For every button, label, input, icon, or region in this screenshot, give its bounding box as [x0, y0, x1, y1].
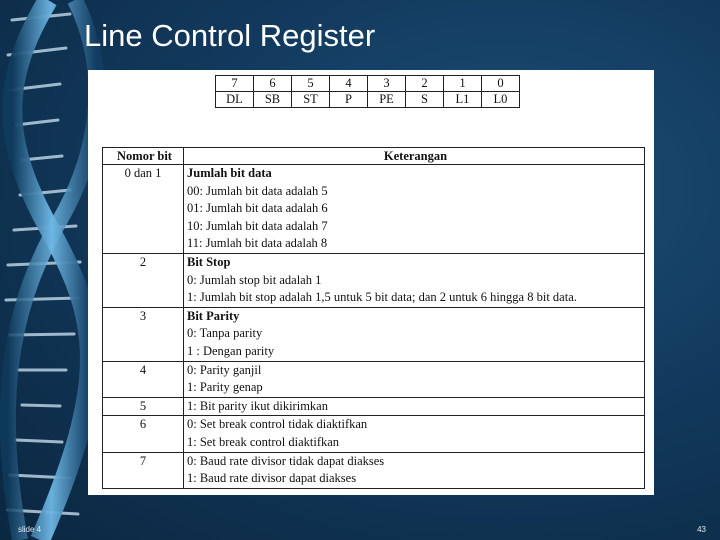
description-line: 11: Jumlah bit data adalah 8 [187, 236, 328, 251]
bit-number-cell: 2 [406, 76, 444, 92]
bit-number-cell: 5 [292, 76, 330, 92]
table-row [103, 253, 645, 307]
bit-name-cell: L1 [444, 92, 482, 108]
bit-number-cell: 6 [254, 76, 292, 92]
description-line: 0: Tanpa parity [187, 326, 263, 341]
bit-number-cell: 7 [216, 76, 254, 92]
bit-number: 2 [103, 253, 184, 307]
bit-number: 6 [103, 416, 184, 452]
description-cell [184, 452, 645, 488]
table-header-row [103, 148, 645, 165]
description-cell [184, 361, 645, 397]
bit-number-cell: 3 [368, 76, 406, 92]
description-cell [184, 307, 645, 361]
description-heading: Jumlah bit data [187, 166, 272, 180]
bit-name-cell: S [406, 92, 444, 108]
table-row [103, 416, 645, 452]
description-line: 0: Set break control tidak diaktifkan [187, 417, 368, 432]
register-bit-number-row [216, 76, 520, 92]
content-panel [88, 70, 654, 495]
table-row [103, 361, 645, 397]
description-heading: Bit Stop [187, 254, 231, 269]
bit-number: 5 [103, 397, 184, 416]
header-keterangan: Keterangan [184, 148, 645, 165]
bit-name-cell: P [330, 92, 368, 108]
header-nomor-bit: Nomor bit [103, 148, 184, 165]
bit-number: 7 [103, 452, 184, 488]
description-line: 1: Bit parity ikut dikirimkan [187, 398, 328, 413]
description-line: 0: Baud rate divisor tidak dapat diakses [187, 453, 385, 468]
description-cell [184, 253, 645, 307]
register-bit-name-row [216, 92, 520, 108]
description-line: 10: Jumlah bit data adalah 7 [187, 218, 328, 233]
description-cell [184, 165, 645, 254]
description-line: 0: Parity ganjil [187, 362, 262, 377]
description-cell [184, 416, 645, 452]
bit-name-cell: SB [254, 92, 292, 108]
table-row [103, 165, 645, 254]
table-row [103, 452, 645, 488]
table-row [103, 397, 645, 416]
description-line: 1 : Dengan parity [187, 343, 275, 358]
table-row [103, 307, 645, 361]
bit-number-cell: 0 [482, 76, 520, 92]
description-line: 0: Jumlah stop bit adalah 1 [187, 272, 322, 287]
bit-description-table [102, 147, 645, 489]
bit-name-cell: PE [368, 92, 406, 108]
description-line: 1: Jumlah bit stop adalah 1,5 untuk 5 bit data; dan 2 untuk 6 hingga 8 bit data. [187, 290, 577, 305]
page-number: 43 [697, 525, 706, 534]
bit-number-cell: 4 [330, 76, 368, 92]
bit-name-cell: ST [292, 92, 330, 108]
bit-number: 4 [103, 361, 184, 397]
description-heading: Bit Parity [187, 308, 240, 323]
bit-number: 0 dan 1 [103, 165, 184, 254]
description-cell [184, 397, 645, 416]
bit-number-cell: 1 [444, 76, 482, 92]
description-line: 1: Baud rate divisor dapat diakses [187, 471, 357, 486]
description-line: 1: Parity genap [187, 380, 263, 395]
register-bit-table [215, 75, 520, 108]
slide-footer-label: slide 4 [18, 525, 42, 534]
description-line: 1: Set break control diaktifkan [187, 434, 340, 449]
description-line: 00: Jumlah bit data adalah 5 [187, 183, 328, 198]
bit-number: 3 [103, 307, 184, 361]
bit-name-cell: L0 [482, 92, 520, 108]
slide-title: Line Control Register [84, 18, 376, 53]
bit-name-cell: DL [216, 92, 254, 108]
description-line: 01: Jumlah bit data adalah 6 [187, 201, 328, 216]
